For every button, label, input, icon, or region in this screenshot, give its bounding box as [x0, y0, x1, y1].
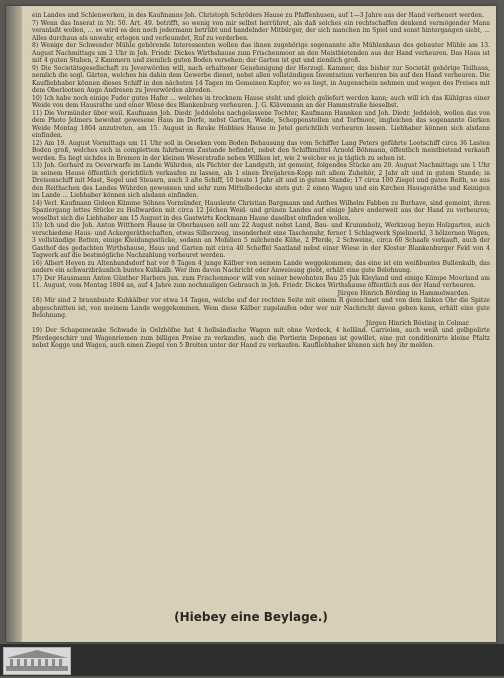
paragraph: 16) Albert Heyen zu Altenhundsdorf hat vor 8 Tagen 4 junge Kälber von seinem Lande weggekommen; das eine ist ein weißbuntes Bullenkalb, das andere ein schwarzbräunlich buntes Kuhkalb. Wer ihm davon Nachricht oder Anweisung giebt, erhält eine gute Belohnung. — [32, 259, 490, 274]
paragraph: 9) Die Societätsgesellschaft zu Jeverwörden will, nach erhaltener Genehmigung der Herzogl. Kammer, das bisher zur Societät gehörige Teilhaus, nemlich die sogl. Gärten, welches bis dahin dem Gewerbe dienet, nebst allen vollständigen Inventarium verheuren bis auf den Hand verheuren. Die Kaufliebhaber können dieses Schiff in den nächsten 14 Tagen im Gemeinen Kupfer, wo es liegt, in Augenschein nehmen und wegen des Preises mit dem Oberlootsen Auge Andresen zu Jeverwörden abreden. — [32, 64, 490, 94]
closing-note: (Hiebey eine Beylage.) — [174, 610, 328, 624]
paragraph: 7) Wenn das Inserat in Nr. 50. Art. 49. betrifft, so wenig von mir selbst herrühret, als daß solches ein rechtschaffen denkend vermögender Mann veranlaßt wollen, ... so wird es den noch jedermann betrübt und handelnder Mitbürger, der sich manchen im Spiel und sonst hintergangen sieht, ... Alles durchaus als unwahr, erlogen und verleumdet, Ruf zu verderben. — [32, 19, 490, 42]
page-gutter — [6, 6, 22, 642]
library-logo[interactable] — [3, 647, 71, 675]
building-icon — [4, 648, 70, 674]
paragraph: 14) Verl. Kaufmann Gideon Kümme Söhnes Vormünder, Hausleute Christian Bargmann und Anthes Wilhelm Fabben zu Burhave, sind gemeint, ihren Spaziergang lettes Stücke zu Hollwarden mit circa 12 Jöchen Weid- und grünen Landes auf einige Jahre anderweit aus der Hand zu verheuren; woselbst sich die Liebhaber am 15 August in des Gastwirts Kockmann Hause daselbst einfinden wollen. — [32, 199, 490, 222]
signature: Jürgen Hinrich Börding in Hammelwarden. — [337, 289, 470, 297]
paragraph: 11) Die Vormünder über weil. Kaufmann Joh. Diedr. Jeddelohs nachgelassene Tochter, Kaufmann Hannken und Joh. Diedr. Jeddeloh, wollen das von dem Photo Jelmers bewohnt gewesene Haus im Dorfe, nebst Garten, Weide, Schoppenstellen und Torfmoor, imgleichen das sogenannte Gerken Weide Montag 1804 anzutreten, am 15. August in Reuke Hobbies Hause in Jetel gerichtlich verheuren lassen. Liebhaber können sich alsdann einfinden. — [32, 109, 490, 139]
document-page — [6, 6, 496, 642]
paragraph: 10) Ich habe noch einige Fuder gutes Hafer ... welches in trocknem Hause steht und gleich geliefert werden kann; auch will ich das Kühlgras einer Weide von dem Hausrathe und einer Wiese des Blankenburg verheuren. J. G. Klävemann an der Hammstraße hieselbst. — [32, 94, 490, 109]
paragraph: 12) Am 19. August Vormittags um 11 Uhr soll in Oeseken vom Boden Behausung das vom Schiffer Lang Peters geführte Lootschiff circa 36 Lasten Boden groß, welches sich in complettem fahrbarem Zustande befindet, nebst den Schiffsmittel Arnold Böhmann, öffentlich meistbietend verkauft werden. Es liegt sichdes in Bremen in der kleinen Weserstraße neben Willken ist, wie 2 welcher es ja täglich zu sehen ist. — [32, 139, 490, 162]
signature: Jürgen Hinrich Bösting in Colmar. — [365, 319, 470, 327]
paragraph: ein Landes und Schlenwerken, in des Kaufmanns Joh. Christoph Schröders Hause zu Pfaffenhusen, auf 1—3 Jahre aus der Hand verheuert werden. — [32, 12, 484, 19]
document-body — [32, 12, 490, 612]
paragraph: 19) Der Schapenwanke Schwade in Oelzhöfne hat 4 hollsändische Wagen mit ohne Verdeck, 4 holländ. Carriolen, auch weiß und gelbpolirte Pferdegeschirr und Wagenriemen zum billigen Preise zu verkaufen, auch die Portierin Depenau ist gewillet, eine gut conditionirte kleine Pfaltz nebst Kogge und Wagen, auch einen Ziegel von 5 Breiten unter der Hand zu verkaufen. Kaufliebhaber können sich bey ihr melden. — [32, 327, 490, 349]
footer-bar — [0, 644, 504, 676]
paragraph: 8) Wenige der Schwender Mühle gehörende Interessenten wollen das ihnen zugehörige sogenannte alte Mühlenhaus des gebauter Mühle am 13. August Nachmittags um 2 Uhr in Joh. Friedr. Dickes Wirthshause zum Frischenmoor an den Meistbietenden aus der Hand verheuren. Das Haus ist mit 4 guten Stuben, 2 Kammern und ziemlich guten Boden versehen; der Garten ist gut und ziemlich groß. — [32, 42, 490, 64]
paragraph: 18) Mir sind 2 braunbunte Kuhkälber vor etwa 14 Tagen, welche auf der rechten Seite mit einem R gezeichnet und von dem linken Ohr die Spitze abgeschnitten ist, von meinem Lande weggekommen. Wem diese Kälber zugelaufen oder wer mir Nachricht davon geben kann, erhält eine gute Belohnung. — [32, 297, 490, 319]
paragraph: 13) Joh. Gerhard zu Oeverwarfe im Lande Wührden, als Pächter der Landguth, ist gemeint, folgendes Stücke am 20. August Nachmittags um 1 Uhr in seinem Hause öffentlich gerichtlich verkaufen zu lassen, als 1 einen Dreijahren-Kopp mit allem Zubehör, 2 Jahr alt und in gutem Stande; in Dreisenschiff mit Mast, Segel und Steuern, auch 3 alte Schiff, 10 beste 1 Jahr alt und in gutem Stande; 17 circa 100 Ziegel und guten Reith, so aus den Reithschen des Landes Wührden gewonnen und sehr zum Mittelbedecke stets gut: 2 einen Wagen und ein Kirchen Hausgeräthe und Keinigen im Lande ... Liebhaber können sich alsdann einfinden. — [32, 162, 490, 199]
paragraph: 15) Ich und die Joh. Anton Witthorn Hause in Oberhausen soll am 22 August nebst Land, Bau- und Krummholz, Werkzeug beym Holzgarten, auch verschiedene Haus- und Ackergeräthschaften, etwas Silberzeug, insonderheit eine Taschenuhr, ferner 1 Schlagwerk Spielmerkl, 3 hölzernen Wagen, 3 vollständige Betten, einige Kleidungsstücke, sodann an Mobilien 5 milchende Kühe, 2 Pferde, 2 Schweine, circa 60 Schaafe verkauft, auch der Gasthof des gedachten Wirthshause, Haus und Garten mit circa 40 Scheffel Saatland nebst einer Wiese in der Kloster Blankenburger Feld von 4 Tagwerk auf die bestmögliche Nachzahlung verheuret werden. — [32, 222, 490, 259]
paragraph: 17) Der Hausmann Anton Günther Harbers jun. zum Frischenmoor will von seiner bewohnten Bau 25 Juk Kleyland und einige Kämpe Moorland am 11. August, vom Montag 1804 an, auf 4 Jahre zum nochmaligen Gebrauch in Joh. Friedr. Dickes Wirthshause öffentlich aus der Hand verheuren. — [32, 274, 490, 289]
